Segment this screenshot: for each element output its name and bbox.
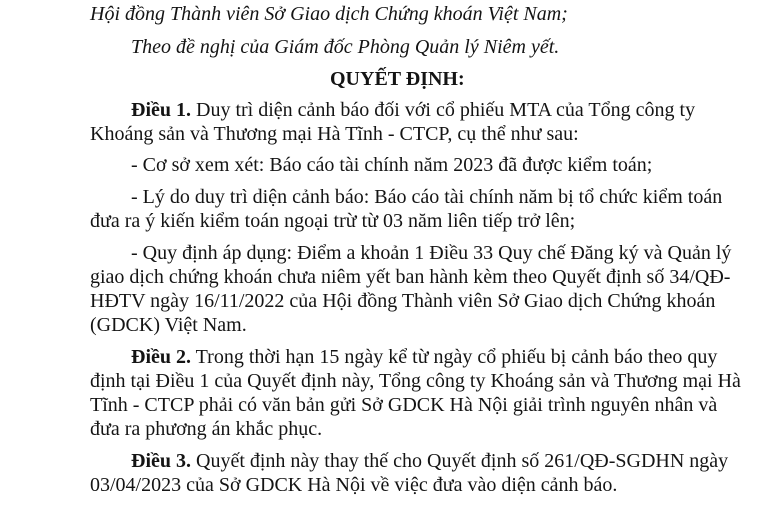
article-1-regulation-line-2: giao dịch chứng khoán chưa niêm yết ban hành kèm theo Quyết định số 34/QĐ- [90, 266, 731, 288]
article-1-reason-line-1: - Lý do duy trì diện cảnh báo: Báo cáo tài chính năm bị tổ chức kiểm toán [131, 186, 723, 208]
article-2-line-3: Tĩnh - CTCP phải có văn bản gửi Sở GDCK Hà Nội giải trình nguyên nhân và [90, 394, 718, 416]
article-3-text: Quyết định này thay thế cho Quyết định số 261/QĐ-SGDHN ngày [191, 450, 729, 472]
article-2-line-1 [131, 345, 717, 369]
decision-heading: QUYẾT ĐỊNH: [330, 68, 465, 90]
article-1-text: Duy trì diện cảnh báo đối với cổ phiếu MTA của Tổng công ty [191, 99, 696, 121]
article-3-line-2: 03/04/2023 của Sở GDCK Hà Nội về việc đưa vào diện cảnh báo. [90, 474, 618, 496]
article-1-basis: - Cơ sở xem xét: Báo cáo tài chính năm 2023 đã được kiểm toán; [131, 154, 653, 176]
article-2-line-2: định tại Điều 1 của Quyết định này, Tổng công ty Khoáng sản và Thương mại Hà [90, 370, 741, 392]
preamble-line-2: Theo đề nghị của Giám đốc Phòng Quản lý Niêm yết. [131, 36, 560, 58]
article-2-label: Điều 2. [131, 346, 191, 368]
article-2-text: Trong thời hạn 15 ngày kể từ ngày cổ phiếu bị cảnh báo theo quy [191, 346, 718, 368]
article-1-line-2: Khoáng sản và Thương mại Hà Tĩnh - CTCP, cụ thể như sau: [90, 123, 579, 145]
article-1-label: Điều 1. [131, 99, 191, 121]
article-2-line-4: đưa ra phương án khắc phục. [90, 418, 323, 440]
article-1-reason-line-2: đưa ra ý kiến kiểm toán ngoại trừ từ 03 năm liên tiếp trở lên; [90, 210, 576, 232]
article-3-label: Điều 3. [131, 450, 191, 472]
article-3-line-1 [131, 449, 728, 473]
article-1-regulation-line-3: HĐTV ngày 16/11/2022 của Hội đồng Thành viên Sở Giao dịch Chứng khoán [90, 290, 716, 312]
article-1-regulation-line-4: (GDCK) Việt Nam. [90, 314, 247, 336]
article-1-line-1 [131, 98, 695, 122]
preamble-line-1: Hội đồng Thành viên Sở Giao dịch Chứng khoán Việt Nam; [90, 3, 568, 25]
article-1-regulation-line-1: - Quy định áp dụng: Điểm a khoản 1 Điều 33 Quy chế Đăng ký và Quản lý [131, 242, 732, 264]
